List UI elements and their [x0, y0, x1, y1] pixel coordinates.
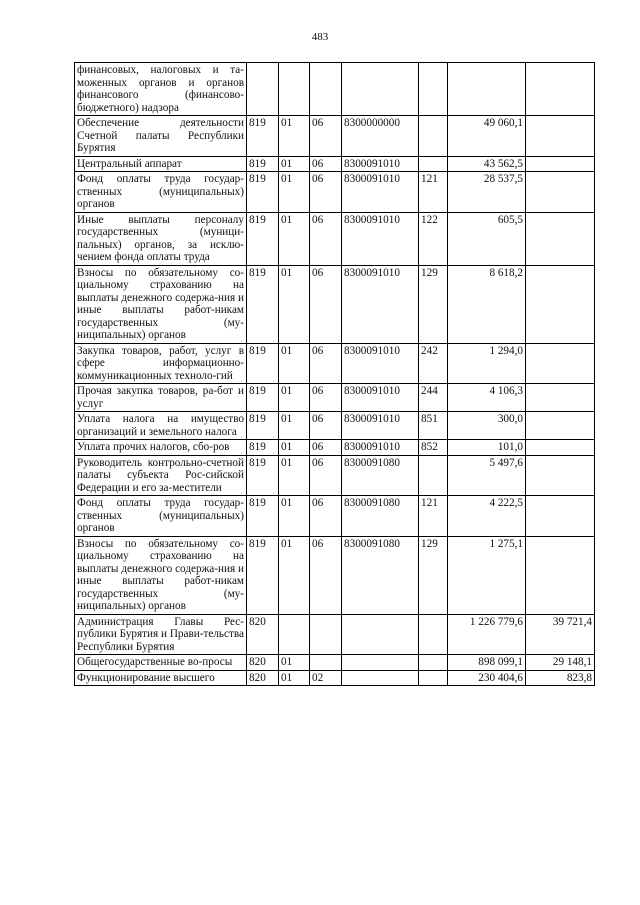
row-sum2-cell — [526, 63, 595, 116]
row-name-cell: Администрация Главы Рес-публики Бурятия и Прави-тельства Республики Бурятия — [75, 614, 247, 655]
row-sum1-cell: 1 275,1 — [448, 536, 526, 614]
row-pr-cell — [310, 655, 342, 671]
row-sum1-cell: 1 294,0 — [448, 343, 526, 384]
row-rz-cell: 01 — [279, 440, 310, 456]
row-csr-cell: 8300000000 — [342, 116, 419, 157]
row-name-cell: Обеспечение деятельности Счетной палаты Республики Бурятия — [75, 116, 247, 157]
row-vr-cell — [419, 655, 448, 671]
row-csr-cell: 8300091010 — [342, 384, 419, 412]
row-sum2-cell — [526, 496, 595, 537]
row-gr-cell: 819 — [247, 172, 279, 213]
row-vr-cell: 242 — [419, 343, 448, 384]
row-sum2-cell — [526, 440, 595, 456]
row-rz-cell: 01 — [279, 172, 310, 213]
row-sum1-cell: 605,5 — [448, 212, 526, 265]
row-sum1-cell: 28 537,5 — [448, 172, 526, 213]
page-number: 483 — [311, 31, 329, 43]
row-name-cell: Функционирование высшего — [75, 670, 247, 686]
row-csr-cell: 8300091010 — [342, 172, 419, 213]
row-sum1-cell: 49 060,1 — [448, 116, 526, 157]
row-name-cell: Взносы по обязательному со-циальному страхованию на выплаты денежного содержа-ния и иные выплаты работ-никам государственных (му-ниципальных) органов — [75, 265, 247, 343]
row-gr-cell: 819 — [247, 265, 279, 343]
row-sum1-cell: 43 562,5 — [448, 156, 526, 172]
row-name-cell: Прочая закупка товаров, ра-бот и услуг — [75, 384, 247, 412]
row-sum2-cell — [526, 536, 595, 614]
table-row — [75, 455, 595, 496]
row-pr-cell — [310, 614, 342, 655]
row-vr-cell: 122 — [419, 212, 448, 265]
row-csr-cell — [342, 614, 419, 655]
row-rz-cell: 01 — [279, 655, 310, 671]
row-pr-cell — [310, 63, 342, 116]
row-csr-cell — [342, 670, 419, 686]
row-sum1-cell: 5 497,6 — [448, 455, 526, 496]
row-sum2-cell — [526, 343, 595, 384]
table-row — [75, 536, 595, 614]
table-row — [75, 496, 595, 537]
row-pr-cell: 06 — [310, 536, 342, 614]
table-row — [75, 172, 595, 213]
row-name-cell: Иные выплаты персоналу государственных (муници-пальных) органов, за исклю-чением фонда оплаты труда — [75, 212, 247, 265]
row-vr-cell: 244 — [419, 384, 448, 412]
row-rz-cell: 01 — [279, 265, 310, 343]
table-row — [75, 614, 595, 655]
row-sum2-cell — [526, 455, 595, 496]
row-gr-cell: 820 — [247, 614, 279, 655]
row-sum2-cell — [526, 265, 595, 343]
table-row — [75, 265, 595, 343]
row-pr-cell: 06 — [310, 440, 342, 456]
row-name-cell: финансовых, налоговых и та-моженных органов и органов финансового (финансово-бюджетного) надзора — [75, 63, 247, 116]
row-pr-cell: 06 — [310, 172, 342, 213]
row-csr-cell — [342, 655, 419, 671]
row-pr-cell: 06 — [310, 265, 342, 343]
table-row — [75, 670, 595, 686]
row-rz-cell: 01 — [279, 496, 310, 537]
row-gr-cell: 819 — [247, 455, 279, 496]
row-vr-cell — [419, 63, 448, 116]
table-row — [75, 116, 595, 157]
row-sum1-cell: 8 618,2 — [448, 265, 526, 343]
row-sum2-cell — [526, 384, 595, 412]
row-csr-cell: 8300091010 — [342, 343, 419, 384]
row-rz-cell: 01 — [279, 343, 310, 384]
table-row — [75, 440, 595, 456]
row-gr-cell: 819 — [247, 156, 279, 172]
row-csr-cell: 8300091010 — [342, 212, 419, 265]
row-rz-cell — [279, 614, 310, 655]
row-vr-cell: 129 — [419, 536, 448, 614]
row-sum2-cell — [526, 412, 595, 440]
row-vr-cell: 129 — [419, 265, 448, 343]
row-gr-cell: 819 — [247, 116, 279, 157]
table-row — [75, 412, 595, 440]
row-vr-cell: 121 — [419, 496, 448, 537]
row-sum2-cell: 39 721,4 — [526, 614, 595, 655]
row-csr-cell: 8300091010 — [342, 440, 419, 456]
row-pr-cell: 06 — [310, 116, 342, 157]
row-sum1-cell: 230 404,6 — [448, 670, 526, 686]
row-pr-cell: 06 — [310, 156, 342, 172]
row-name-cell: Взносы по обязательному со-циальному страхованию на выплаты денежного содержа-ния и иные выплаты работ-никам государственных (му-ниципальных) органов — [75, 536, 247, 614]
row-gr-cell: 819 — [247, 384, 279, 412]
row-gr-cell: 819 — [247, 440, 279, 456]
row-gr-cell: 819 — [247, 343, 279, 384]
row-rz-cell: 01 — [279, 670, 310, 686]
row-rz-cell: 01 — [279, 212, 310, 265]
row-name-cell: Уплата налога на имущество организаций и земельного налога — [75, 412, 247, 440]
table-row — [75, 212, 595, 265]
row-csr-cell: 8300091080 — [342, 496, 419, 537]
table-row — [75, 63, 595, 116]
row-name-cell: Фонд оплаты труда государ-ственных (муниципальных) органов — [75, 172, 247, 213]
budget-table — [74, 62, 595, 686]
row-sum1-cell: 898 099,1 — [448, 655, 526, 671]
row-sum2-cell — [526, 116, 595, 157]
row-csr-cell: 8300091080 — [342, 455, 419, 496]
row-pr-cell: 06 — [310, 412, 342, 440]
row-sum1-cell — [448, 63, 526, 116]
row-gr-cell: 819 — [247, 536, 279, 614]
row-csr-cell: 8300091010 — [342, 412, 419, 440]
row-sum2-cell — [526, 212, 595, 265]
row-vr-cell — [419, 670, 448, 686]
table-row — [75, 384, 595, 412]
row-csr-cell: 8300091010 — [342, 156, 419, 172]
row-rz-cell: 01 — [279, 384, 310, 412]
row-rz-cell: 01 — [279, 412, 310, 440]
row-rz-cell: 01 — [279, 455, 310, 496]
row-rz-cell: 01 — [279, 116, 310, 157]
row-name-cell: Уплата прочих налогов, сбо-ров — [75, 440, 247, 456]
row-vr-cell — [419, 116, 448, 157]
row-sum2-cell — [526, 172, 595, 213]
row-rz-cell: 01 — [279, 536, 310, 614]
row-vr-cell: 851 — [419, 412, 448, 440]
row-sum1-cell: 300,0 — [448, 412, 526, 440]
table-row — [75, 655, 595, 671]
row-sum1-cell: 101,0 — [448, 440, 526, 456]
row-name-cell: Общегосударственные во-просы — [75, 655, 247, 671]
row-sum1-cell: 4 222,5 — [448, 496, 526, 537]
row-gr-cell: 820 — [247, 655, 279, 671]
row-vr-cell: 852 — [419, 440, 448, 456]
row-gr-cell: 819 — [247, 496, 279, 537]
row-name-cell: Закупка товаров, работ, услуг в сфере информационно-коммуникационных техноло-гий — [75, 343, 247, 384]
table-row — [75, 343, 595, 384]
row-pr-cell: 06 — [310, 455, 342, 496]
row-csr-cell — [342, 63, 419, 116]
row-pr-cell: 06 — [310, 384, 342, 412]
row-sum2-cell: 29 148,1 — [526, 655, 595, 671]
row-name-cell: Центральный аппарат — [75, 156, 247, 172]
row-gr-cell — [247, 63, 279, 116]
row-name-cell: Фонд оплаты труда государ-ственных (муниципальных) органов — [75, 496, 247, 537]
row-csr-cell: 8300091010 — [342, 265, 419, 343]
row-pr-cell: 02 — [310, 670, 342, 686]
row-pr-cell: 06 — [310, 496, 342, 537]
row-gr-cell: 819 — [247, 412, 279, 440]
table-row — [75, 156, 595, 172]
row-pr-cell: 06 — [310, 212, 342, 265]
row-csr-cell: 8300091080 — [342, 536, 419, 614]
row-rz-cell: 01 — [279, 156, 310, 172]
row-sum2-cell: 823,8 — [526, 670, 595, 686]
row-sum2-cell — [526, 156, 595, 172]
row-gr-cell: 820 — [247, 670, 279, 686]
row-vr-cell: 121 — [419, 172, 448, 213]
row-pr-cell: 06 — [310, 343, 342, 384]
row-vr-cell — [419, 156, 448, 172]
row-sum1-cell: 1 226 779,6 — [448, 614, 526, 655]
row-name-cell: Руководитель контрольно-счетной палаты субъекта Рос-сийской Федерации и его за-местители — [75, 455, 247, 496]
row-gr-cell: 819 — [247, 212, 279, 265]
row-rz-cell — [279, 63, 310, 116]
row-sum1-cell: 4 106,3 — [448, 384, 526, 412]
row-vr-cell — [419, 614, 448, 655]
row-vr-cell — [419, 455, 448, 496]
